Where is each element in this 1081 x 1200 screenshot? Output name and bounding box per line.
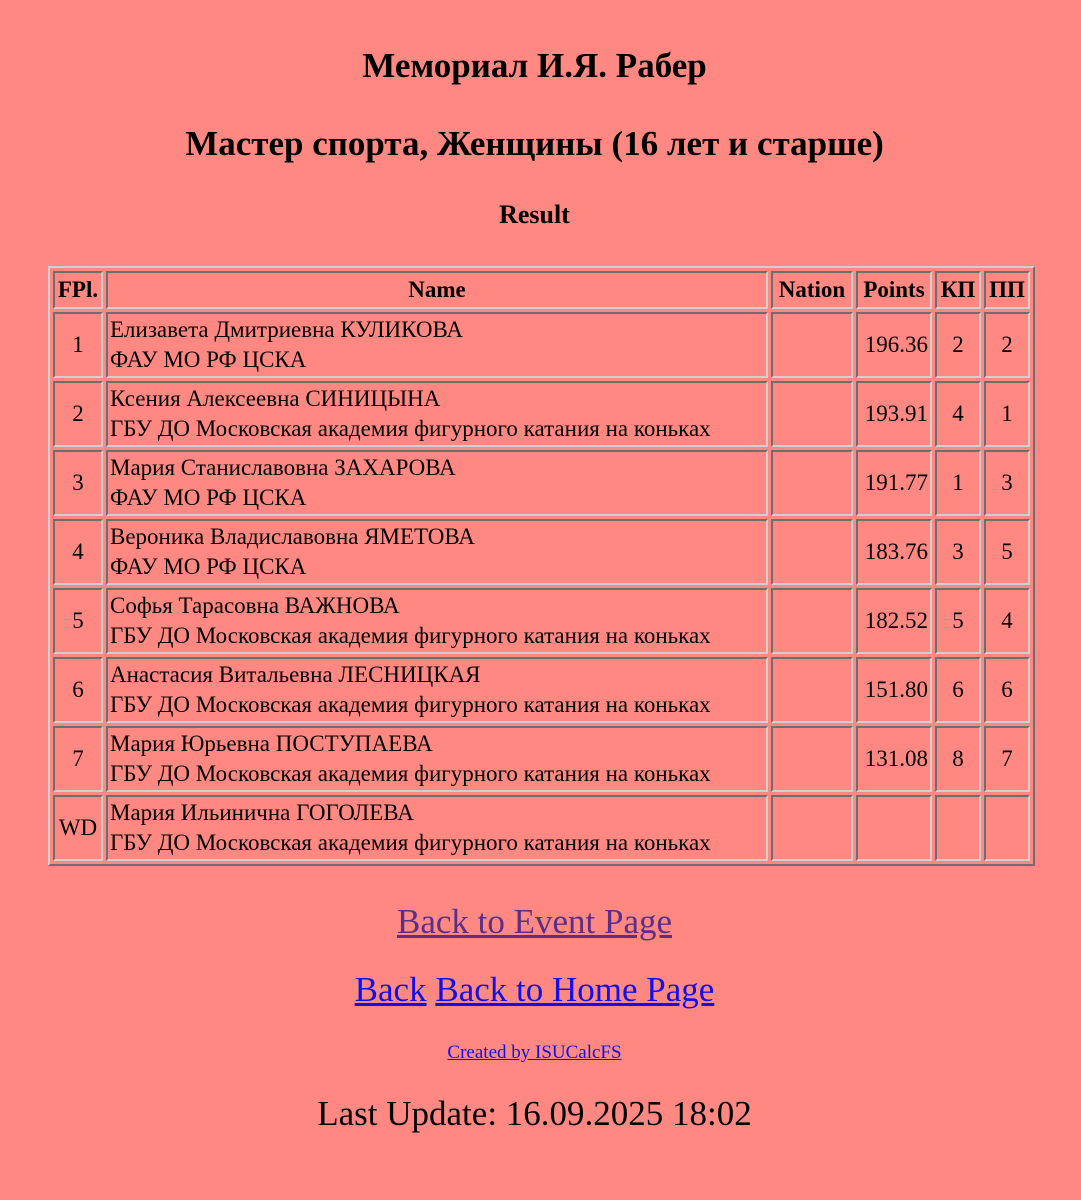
home-link-container	[0, 970, 1069, 1010]
cell-points: 183.76	[856, 519, 932, 585]
cell-points: 191.77	[856, 450, 932, 516]
skater-club: ГБУ ДО Московская академия фигурного катания на коньках	[110, 830, 711, 855]
skater-name: Елизавета Дмитриевна КУЛИКОВА	[110, 317, 464, 342]
cell-kp: 2	[935, 312, 981, 378]
table-row	[53, 588, 1030, 654]
cell-kp: 6	[935, 657, 981, 723]
skater-name: Анастасия Витальевна ЛЕСНИЦКАЯ	[110, 662, 481, 687]
cell-pp: 3	[984, 450, 1030, 516]
cell-points: 131.08	[856, 726, 932, 792]
col-header-pp: ПП	[984, 271, 1030, 309]
cell-pp: 5	[984, 519, 1030, 585]
cell-pp: 2	[984, 312, 1030, 378]
back-link[interactable]: Back	[354, 970, 427, 1009]
skater-name: Мария Ильинична ГОГОЛЕВА	[110, 800, 414, 825]
created-by-container	[0, 1042, 1069, 1064]
cell-points: 182.52	[856, 588, 932, 654]
cell-fpl: WD	[53, 795, 103, 861]
page-title: Мемориал И.Я. Рабер	[362, 46, 707, 85]
cell-points: 151.80	[856, 657, 932, 723]
cell-nation	[771, 312, 853, 378]
cell-kp: 3	[935, 519, 981, 585]
category-title: Мастер спорта, Женщины (16 лет и старше)	[185, 124, 884, 163]
skater-club: ГБУ ДО Московская академия фигурного катания на коньках	[110, 623, 711, 648]
col-header-fpl: FPl.	[53, 271, 103, 309]
cell-kp: 4	[935, 381, 981, 447]
cell-name	[106, 657, 768, 723]
last-update-text: Last Update: 16.09.2025 18:02	[317, 1094, 752, 1133]
col-header-nation: Nation	[771, 271, 853, 309]
table-row	[53, 795, 1030, 861]
skater-name: Ксения Алексеевна СИНИЦЫНА	[110, 386, 441, 411]
table-row	[53, 450, 1030, 516]
cell-nation	[771, 795, 853, 861]
cell-points	[856, 795, 932, 861]
cell-name	[106, 519, 768, 585]
table-row	[53, 657, 1030, 723]
cell-name	[106, 381, 768, 447]
skater-club: ФАУ МО РФ ЦСКА	[110, 554, 307, 579]
cell-nation	[771, 381, 853, 447]
skater-name: Вероника Владиславовна ЯМЕТОВА	[110, 524, 475, 549]
skater-club: ГБУ ДО Московская академия фигурного катания на коньках	[110, 416, 711, 441]
cell-fpl: 6	[53, 657, 103, 723]
cell-pp: 1	[984, 381, 1030, 447]
cell-fpl: 3	[53, 450, 103, 516]
header-row	[53, 271, 1030, 309]
cell-nation	[771, 657, 853, 723]
cell-points: 196.36	[856, 312, 932, 378]
skater-club: ГБУ ДО Московская академия фигурного катания на коньках	[110, 761, 711, 786]
back-to-home-link[interactable]: Back to Home Page	[435, 970, 715, 1009]
cell-nation	[771, 588, 853, 654]
back-to-event-link[interactable]: Back to Event Page	[396, 902, 673, 941]
cell-kp	[935, 795, 981, 861]
cell-kp: 8	[935, 726, 981, 792]
cell-name	[106, 795, 768, 861]
table-row	[53, 312, 1030, 378]
skater-name: Софья Тарасовна ВАЖНОВА	[110, 593, 400, 618]
skater-club: ФАУ МО РФ ЦСКА	[110, 485, 307, 510]
cell-nation	[771, 726, 853, 792]
cell-name	[106, 726, 768, 792]
cell-fpl: 1	[53, 312, 103, 378]
skater-club: ГБУ ДО Московская академия фигурного катания на коньках	[110, 692, 711, 717]
cell-nation	[771, 450, 853, 516]
table-row	[53, 519, 1030, 585]
col-header-kp: КП	[935, 271, 981, 309]
cell-fpl: 2	[53, 381, 103, 447]
col-header-points: Points	[856, 271, 932, 309]
table-row	[53, 726, 1030, 792]
col-header-name: Name	[106, 271, 768, 309]
cell-fpl: 4	[53, 519, 103, 585]
created-by-link[interactable]: Created by ISUCalcFS	[447, 1042, 622, 1063]
cell-pp	[984, 795, 1030, 861]
cell-name	[106, 450, 768, 516]
cell-fpl: 5	[53, 588, 103, 654]
result-subtitle: Result	[499, 200, 570, 229]
event-link-container	[0, 902, 1069, 942]
cell-pp: 7	[984, 726, 1030, 792]
cell-name	[106, 312, 768, 378]
table-row	[53, 381, 1030, 447]
cell-pp: 4	[984, 588, 1030, 654]
cell-name	[106, 588, 768, 654]
skater-name: Мария Юрьевна ПОСТУПАЕВА	[110, 731, 433, 756]
cell-kp: 1	[935, 450, 981, 516]
skater-name: Мария Станиславовна ЗАХАРОВА	[110, 455, 456, 480]
skater-club: ФАУ МО РФ ЦСКА	[110, 347, 307, 372]
results-table	[48, 266, 1035, 866]
cell-nation	[771, 519, 853, 585]
cell-points: 193.91	[856, 381, 932, 447]
cell-fpl: 7	[53, 726, 103, 792]
cell-kp: 5	[935, 588, 981, 654]
cell-pp: 6	[984, 657, 1030, 723]
